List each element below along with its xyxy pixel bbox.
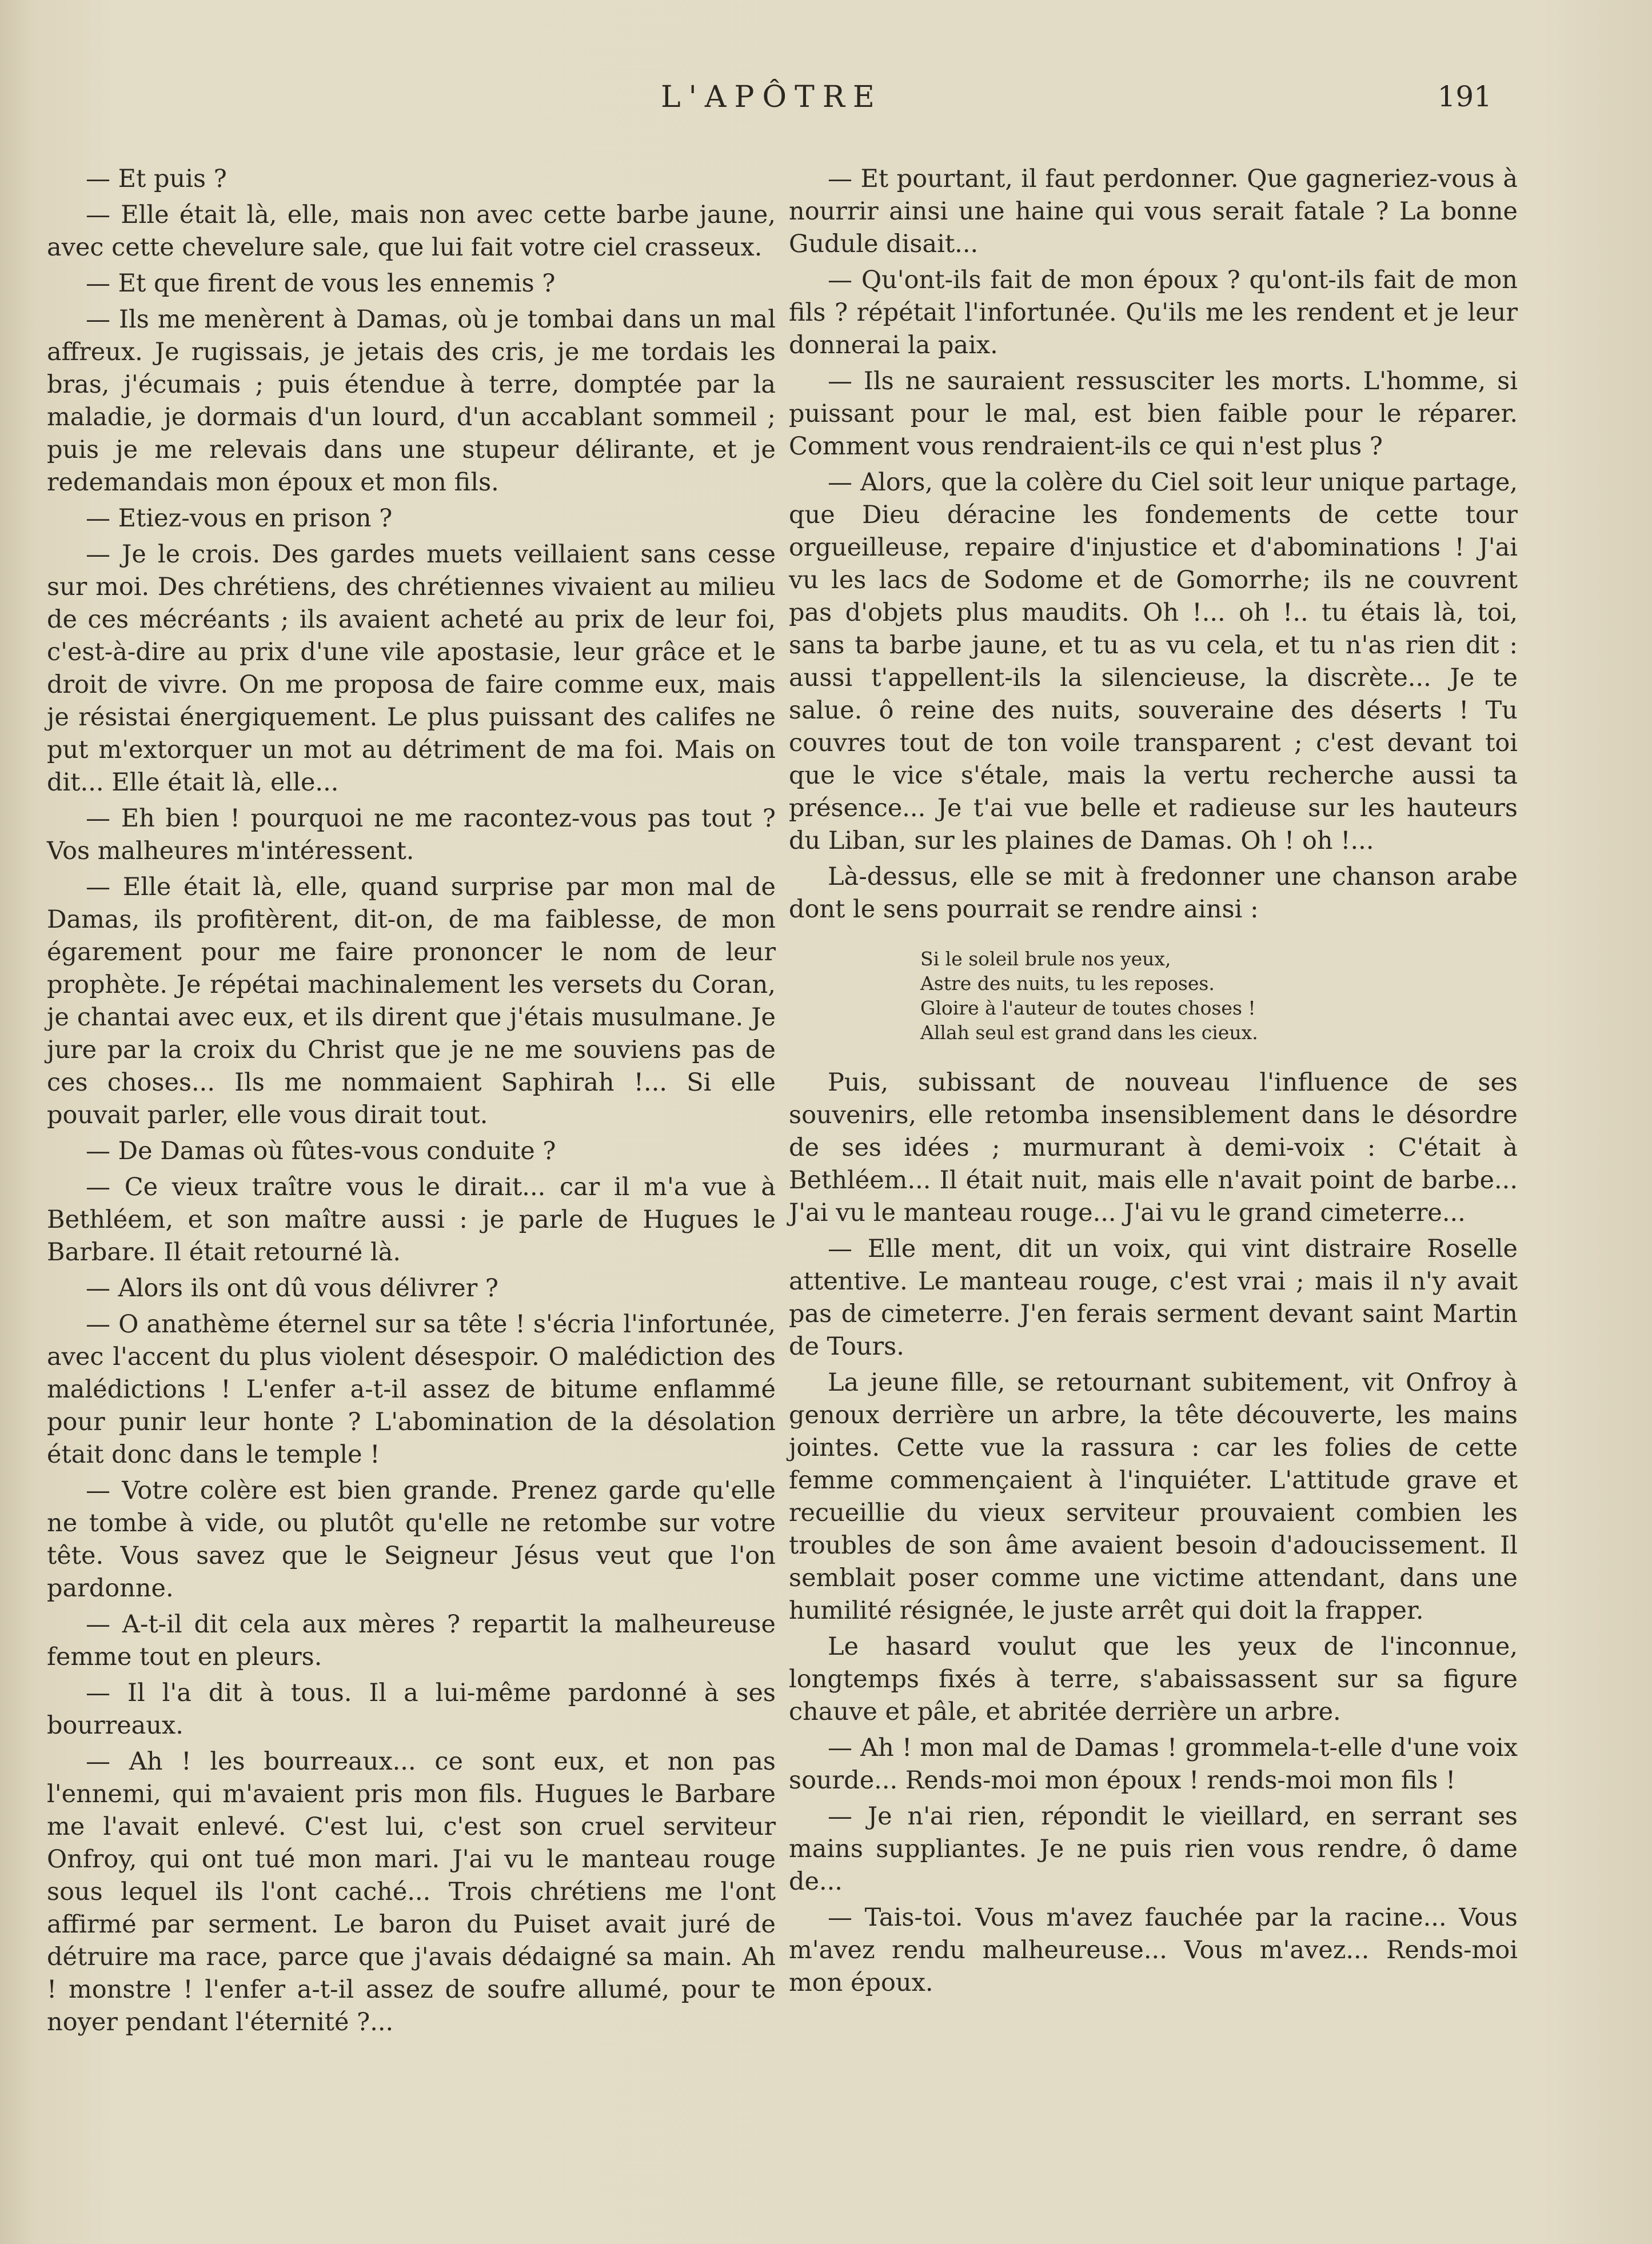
paragraph: — Je le crois. Des gardes muets veillaient sans cesse sur moi. Des chrétiens, des chrétiennes vivaient au milieu de ces mécréants ; ils avaient acheté au prix de leur foi, c'est-à-dire au prix d'une vile apostasie, leur grâce et le droit de vivre. On me proposa de faire comme eux, mais je résistai énergiquement. Le plus puissant des califes ne put m'extorquer un mot au détriment de ma foi. Mais on dit... Elle était là, elle... [47, 540, 776, 797]
verse-line: Si le soleil brule nos yeux, [920, 948, 1171, 970]
paragraph: Le hasard voulut que les yeux de l'inconnue, longtemps fixés à terre, s'abaissassent sur sa figure chauve et pâle, et abritée derrière un arbre. [789, 1632, 1518, 1726]
paragraph: — Elle était là, elle, mais non avec cette barbe jaune, avec cette chevelure sale, que lui fait votre ciel crasseux. [47, 201, 776, 262]
paragraph: — Elle ment, dit un voix, qui vint distraire Roselle attentive. Le manteau rouge, c'est vrai ; mais il n'y avait pas de cimeterre. J'en ferais serment devant saint Martin de Tours. [789, 1235, 1518, 1361]
right-column [789, 163, 1518, 2003]
verse-line: Astre des nuits, tu les reposes. [920, 972, 1215, 995]
paragraph: La jeune fille, se retournant subitement, vit Onfroy à genoux derrière un arbre, la tête découverte, les mains jointes. Cette vue la rassura : car les folies de cette femme commençaient à l'inquiéter. L'attitude grave et recueillie du vieux serviteur prouvaient combien les troubles de son âme avaient besoin d'adoucissement. Il semblait poser comme une victime attendant, dans une humilité résignée, le juste arrêt qui doit la frapper. [789, 1368, 1518, 1625]
paragraph: — De Damas où fûtes-vous conduite ? [86, 1137, 556, 1165]
running-title: L'APÔTRE [661, 80, 883, 114]
paragraph: — Ils ne sauraient ressusciter les morts. L'homme, si puissant pour le mal, est bien faible pour le réparer. Comment vous rendraient-ils ce qui n'est plus ? [789, 367, 1518, 461]
paragraph: — Etiez-vous en prison ? [86, 504, 393, 533]
paragraph: — Et que firent de vous les ennemis ? [86, 269, 556, 298]
paragraph: — Tais-toi. Vous m'avez fauchée par la racine... Vous m'avez rendu malheureuse... Vous m'avez... Rends-moi mon époux. [789, 1903, 1518, 1997]
paragraph: — Eh bien ! pourquoi ne me racontez-vous pas tout ? Vos malheures m'intéressent. [47, 804, 776, 865]
paragraph: — O anathème éternel sur sa tête ! s'écria l'infortunée, avec l'accent du plus violent désespoir. O malédiction des malédictions ! L'enfer a-t-il assez de bitume enflammé pour punir leur honte ? L'abomination de la désolation était donc dans le temple ! [47, 1310, 776, 1469]
paragraph: — Et pourtant, il faut perdonner. Que gagneriez-vous à nourrir ainsi une haine qui vous serait fatale ? La bonne Gudule disait... [789, 165, 1518, 258]
page-number: 191 [1437, 80, 1492, 113]
paragraph: — Alors, que la colère du Ciel soit leur unique partage, que Dieu déracine les fondements de cette tour orgueilleuse, repaire d'injustice et d'abominations ! J'ai vu les lacs de Sodome et de Gomorrhe; ils ne couvrent pas d'objets plus maudits. Oh !... oh !.. tu étais là, toi, sans ta barbe jaune, et tu as vu cela, et tu n'as rien dit : aussi t'appellent-ils la silencieuse, la discrète... Je te salue. ô reine des nuits, souveraine des déserts ! Tu couvres tout de ton voile transparent ; c'est devant toi que le vice s'étale, mais la vertu recherche aussi ta présence... Je t'ai vue belle et radieuse sur les hauteurs du Liban, sur les plaines de Damas. Oh ! oh !... [789, 468, 1518, 855]
left-column [47, 163, 776, 2042]
paragraph: Puis, subissant de nouveau l'influence de ses souvenirs, elle retomba insensiblement dans le désordre de ses idées ; murmurant à demi-voix : C'était à Bethléem... Il était nuit, mais elle n'avait point de barbe... J'ai vu le manteau rouge... J'ai vu le grand cimeterre... [789, 1068, 1518, 1227]
paragraph: — Je n'ai rien, répondit le vieillard, en serrant ses mains suppliantes. Je ne puis rien vous rendre, ô dame de... [789, 1802, 1518, 1896]
paragraph: — Ce vieux traître vous le dirait... car il m'a vue à Bethléem, et son maître aussi : je parle de Hugues le Barbare. Il était retourné là. [47, 1173, 776, 1267]
song-verse [920, 947, 1518, 1045]
page-header [0, 80, 1652, 126]
paragraph: — Votre colère est bien grande. Prenez garde qu'elle ne tombe à vide, ou plutôt qu'elle ne retombe sur votre tête. Vous savez que le Seigneur Jésus veut que l'on pardonne. [47, 1476, 776, 1603]
paragraph: — Et puis ? [86, 165, 227, 193]
paragraph: — Ah ! mon mal de Damas ! grommela-t-elle d'une voix sourde... Rends-moi mon époux ! rends-moi mon fils ! [789, 1734, 1518, 1795]
paragraph: — Il l'a dit à tous. Il a lui-même pardonné à ses bourreaux. [47, 1679, 776, 1740]
paragraph: — A-t-il dit cela aux mères ? repartit la malheureuse femme tout en pleurs. [47, 1610, 776, 1671]
paragraph: — Ah ! les bourreaux... ce sont eux, et non pas l'ennemi, qui m'avaient pris mon fils. Hugues le Barbare me l'avait enlevé. C'est lui, c'est son cruel serviteur Onfroy, qui ont tué mon mari. J'ai vu le manteau rouge sous lequel ils l'ont caché... Trois chrétiens me l'ont affirmé par serment. Le baron du Puiset avait juré de détruire ma race, parce que j'avais dédaigné sa main. Ah ! monstre ! l'enfer a-t-il assez de soufre allumé, pour te noyer pendant l'éternité ?... [47, 1747, 776, 2037]
paragraph: — Elle était là, elle, quand surprise par mon mal de Damas, ils profitèrent, dit-on, de ma faiblesse, de mon égarement pour me faire prononcer le nom de leur prophète. Je répétai machinalement les versets du Coran, je chantai avec eux, et ils dirent que j'étais musulmane. Je jure par la croix du Christ que je ne me souviens pas de ces choses... Ils me nommaient Saphirah !... Si elle pouvait parler, elle vous dirait tout. [47, 873, 776, 1129]
verse-line: Gloire à l'auteur de toutes choses ! [920, 997, 1256, 1019]
paragraph: — Qu'ont-ils fait de mon époux ? qu'ont-ils fait de mon fils ? répétait l'infortunée. Qu'ils me les rendent et je leur donnerai la paix. [789, 266, 1518, 360]
paragraph: Là-dessus, elle se mit à fredonner une chanson arabe dont le sens pourrait se rendre ainsi : [789, 863, 1518, 924]
verse-line: Allah seul est grand dans les cieux. [920, 1021, 1258, 1044]
paragraph: — Ils me menèrent à Damas, où je tombai dans un mal affreux. Je rugissais, je jetais des cris, je me tordais les bras, j'écumais ; puis étendue à terre, domptée par la maladie, je dormais d'un lourd, d'un accablant sommeil ; puis je me relevais dans une stupeur délirante, et je redemandais mon époux et mon fils. [47, 305, 776, 497]
paragraph: — Alors ils ont dû vous délivrer ? [86, 1274, 498, 1303]
